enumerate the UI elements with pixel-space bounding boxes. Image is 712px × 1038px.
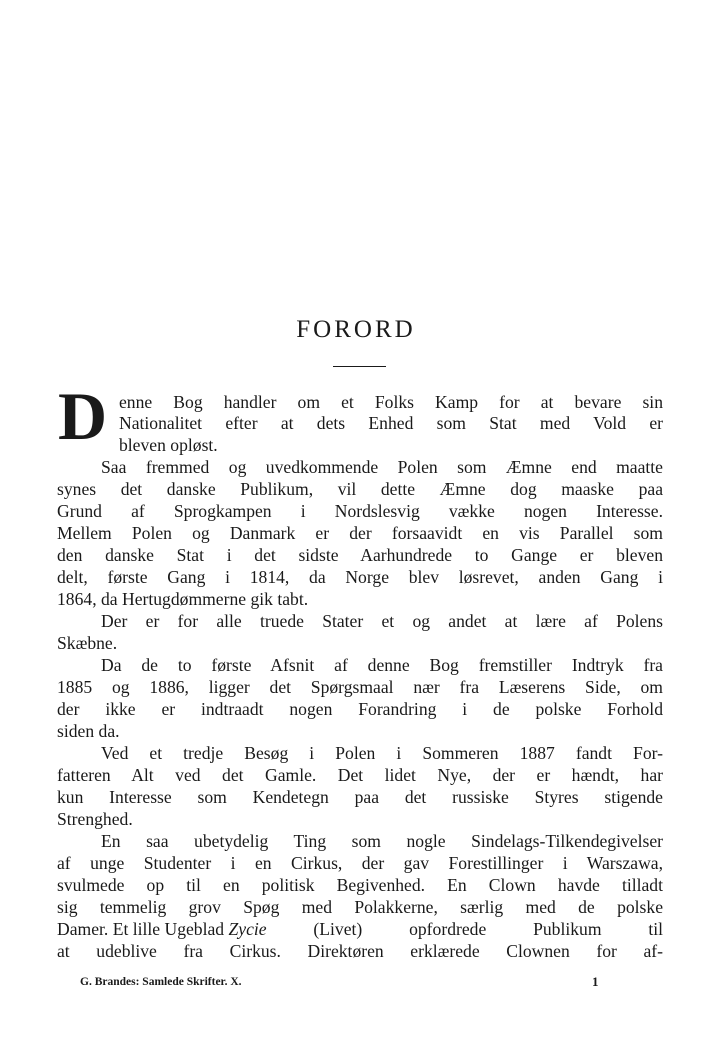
- page-number: 1: [592, 974, 599, 989]
- text-line: sig temmelig grov Spøg med Polakkerne, særlig med de polske: [57, 897, 663, 917]
- text-line: 1885 og 1886, ligger det Spørgsmaal nær fra Læserens Side, om: [57, 677, 663, 697]
- text-line: synes det danske Publikum, vil dette Æmne dog maaske paa: [57, 479, 663, 499]
- running-footer-title: G. Brandes: Samlede Skrifter. X.: [80, 976, 242, 988]
- text-line: der ikke er indtraadt nogen Forandring i de polske Forhold: [57, 699, 663, 719]
- text-segment: Damer. Et lille Ugeblad: [57, 919, 229, 939]
- text-line: Ved et tredje Besøg i Polen i Sommeren 1887 fandt For-: [101, 743, 663, 763]
- text-line: En saa ubetydelig Ting som nogle Sindelags-Tilkendegivelser: [101, 831, 663, 851]
- text-line: kun Interesse som Kendetegn paa det russiske Styres stigende: [57, 787, 663, 807]
- drop-cap: D: [58, 378, 108, 454]
- text-line: fatteren Alt ved det Gamle. Det lidet Nye, der er hændt, har: [57, 765, 663, 785]
- text-line: at udeblive fra Cirkus. Direktøren erklærede Clownen for af-: [57, 941, 663, 961]
- title-divider: [333, 366, 386, 367]
- page-title: FORORD: [296, 316, 416, 343]
- text-line-mixed: [57, 919, 663, 940]
- text-line: Saa fremmed og uvedkommende Polen som Æmne end maatte: [101, 457, 663, 477]
- text-line: Da de to første Afsnit af denne Bog fremstiller Indtryk fra: [101, 655, 663, 675]
- text-line: Der er for alle truede Stater et og andet at lære af Polens: [101, 611, 663, 631]
- periodical-title: Zycie: [228, 919, 267, 939]
- text-line: bleven opløst.: [119, 435, 218, 455]
- text-line: Skæbne.: [57, 633, 118, 653]
- text-line: af unge Studenter i en Cirkus, der gav Forestillinger i Warszawa,: [57, 853, 663, 873]
- text-line: delt, første Gang i 1814, da Norge blev løsrevet, anden Gang i: [57, 567, 663, 587]
- text-line: svulmede op til en politisk Begivenhed. En Clown havde tilladt: [57, 875, 663, 895]
- text-line: den danske Stat i det sidste Aarhundrede to Gange er bleven: [57, 545, 663, 565]
- text-line: Grund af Sprogkampen i Nordslesvig vække nogen Interesse.: [57, 501, 663, 521]
- text-line: Nationalitet efter at dets Enhed som Stat med Vold er: [119, 413, 663, 433]
- text-line: siden da.: [57, 721, 120, 741]
- text-segment: (Livet) opfordrede Publikum til: [266, 919, 663, 939]
- text-line: enne Bog handler om et Folks Kamp for at bevare sin: [119, 392, 663, 412]
- text-line: Mellem Polen og Danmark er der forsaavidt en vis Parallel som: [57, 523, 663, 543]
- text-line: Strenghed.: [57, 809, 133, 829]
- text-line: 1864, da Hertugdømmerne gik tabt.: [57, 589, 309, 609]
